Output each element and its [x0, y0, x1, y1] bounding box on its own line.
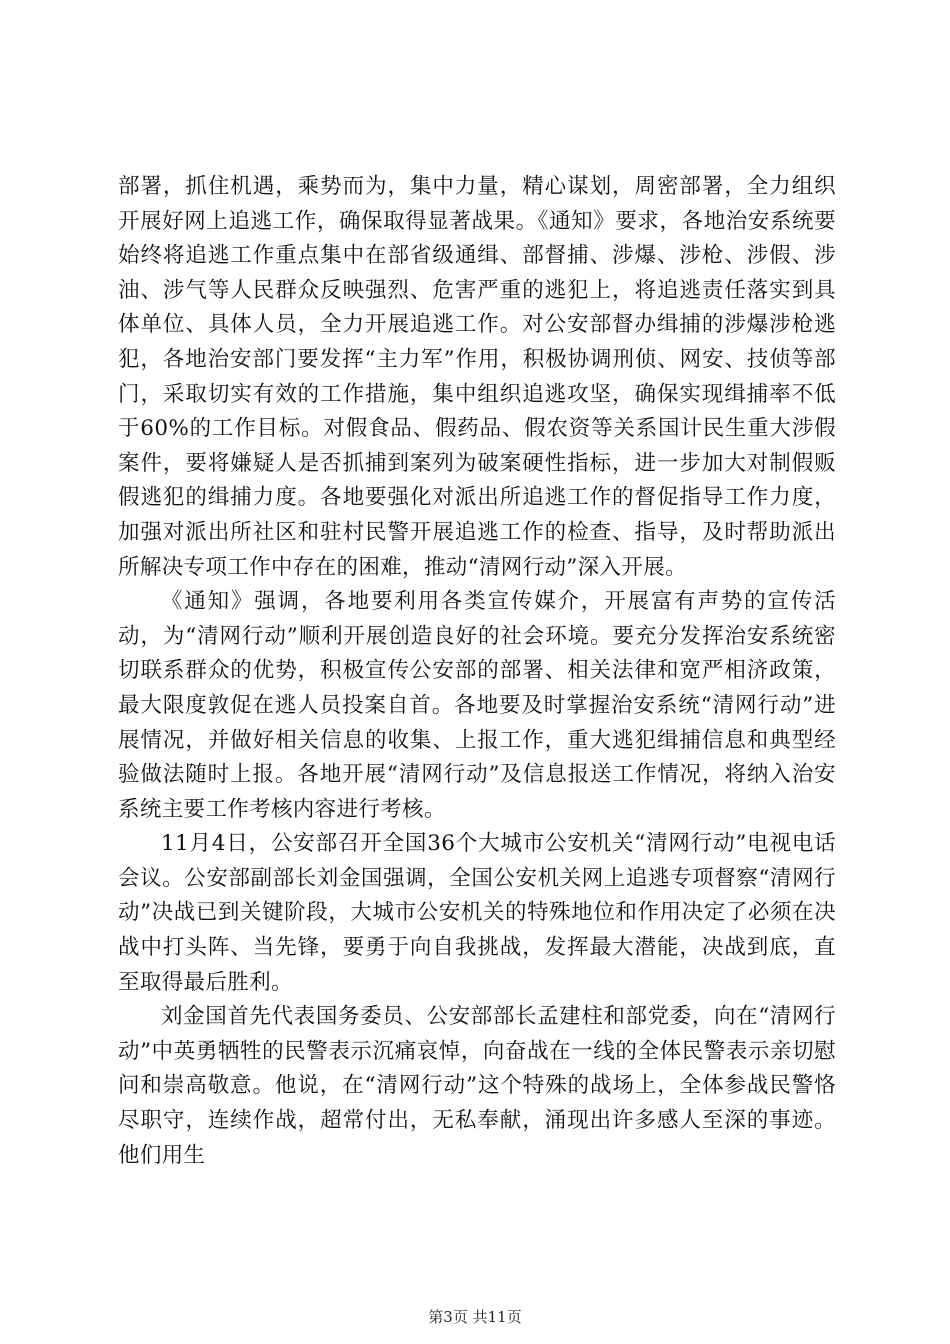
paragraph-4: 刘金国首先代表国务委员、公安部部长孟建柱和部党委，向在“清网行动”中英勇牺牲的民警表示沉痛哀悼，向奋战在一线的全体民警表示亲切慰问和崇高敬意。他说，在“清网行动”这个特殊的战场上，全体参战民警恪尽职守，连续作战，超常付出，无私奉献，涌现出许多感人至深的事迹。他们用生 — [118, 1004, 836, 1168]
document-body — [118, 170, 836, 1173]
paragraph-1: 部署，抓住机遇，乘势而为，集中力量，精心谋划，周密部署，全力组织开展好网上追逃工作，确保取得显著战果。《通知》要求，各地治安系统要始终将追逃工作重点集中在部省级通缉、部督捕、涉爆、涉枪、涉假、涉油、涉气等人民群众反映强烈、危害严重的逃犯上，将追逃责任落实到具体单位、具体人员，全力开展追逃工作。对公安部督办缉捕的涉爆涉枪逃犯，各地治安部门要发挥“主力军”作用，积极协调刑侦、网安、技侦等部门，采取切实有效的工作措施，集中组织追逃攻坚，确保实现缉捕率不低于60%的工作目标。对假食品、假药品、假农资等关系国计民生重大涉假案件，要将嫌疑人是否抓捕到案列为破案硬性指标，进一步加大对制假贩假逃犯的缉捕力度。各地要强化对派出所追逃工作的督促指导工作力度，加强对派出所社区和驻村民警开展追逃工作的检查、指导，及时帮助派出所解决专项工作中存在的困难，推动“清网行动”深入开展。 — [118, 174, 836, 580]
page-footer: 第3页 共11页 — [428, 1308, 522, 1326]
paragraph-2: 《通知》强调，各地要利用各类宣传媒介，开展富有声势的宣传活动，为“清网行动”顺利开展创造良好的社会环境。要充分发挥治安系统密切联系群众的优势，积极宣传公安部的部署、相关法律和宽严相济政策，最大限度敦促在逃人员投案自首。各地要及时掌握治安系统“清网行动”进展情况，并做好相关信息的收集、上报工作，重大逃犯缉捕信息和典型经验做法随时上报。各地开展“清网行动”及信息报送工作情况，将纳入治安系统主要工作考核内容进行考核。 — [118, 589, 836, 822]
paragraph-3: 11月4日，公安部召开全国36个大城市公安机关“清网行动”电视电话会议。公安部副部长刘金国强调，全国公安机关网上追逃专项督察“清网行动”决战已到关键阶段，大城市公安机关的特殊地位和作用决定了必须在决战中打头阵、当先锋，要勇于向自我挑战，发挥最大潜能，决战到底，直至取得最后胜利。 — [118, 831, 836, 995]
